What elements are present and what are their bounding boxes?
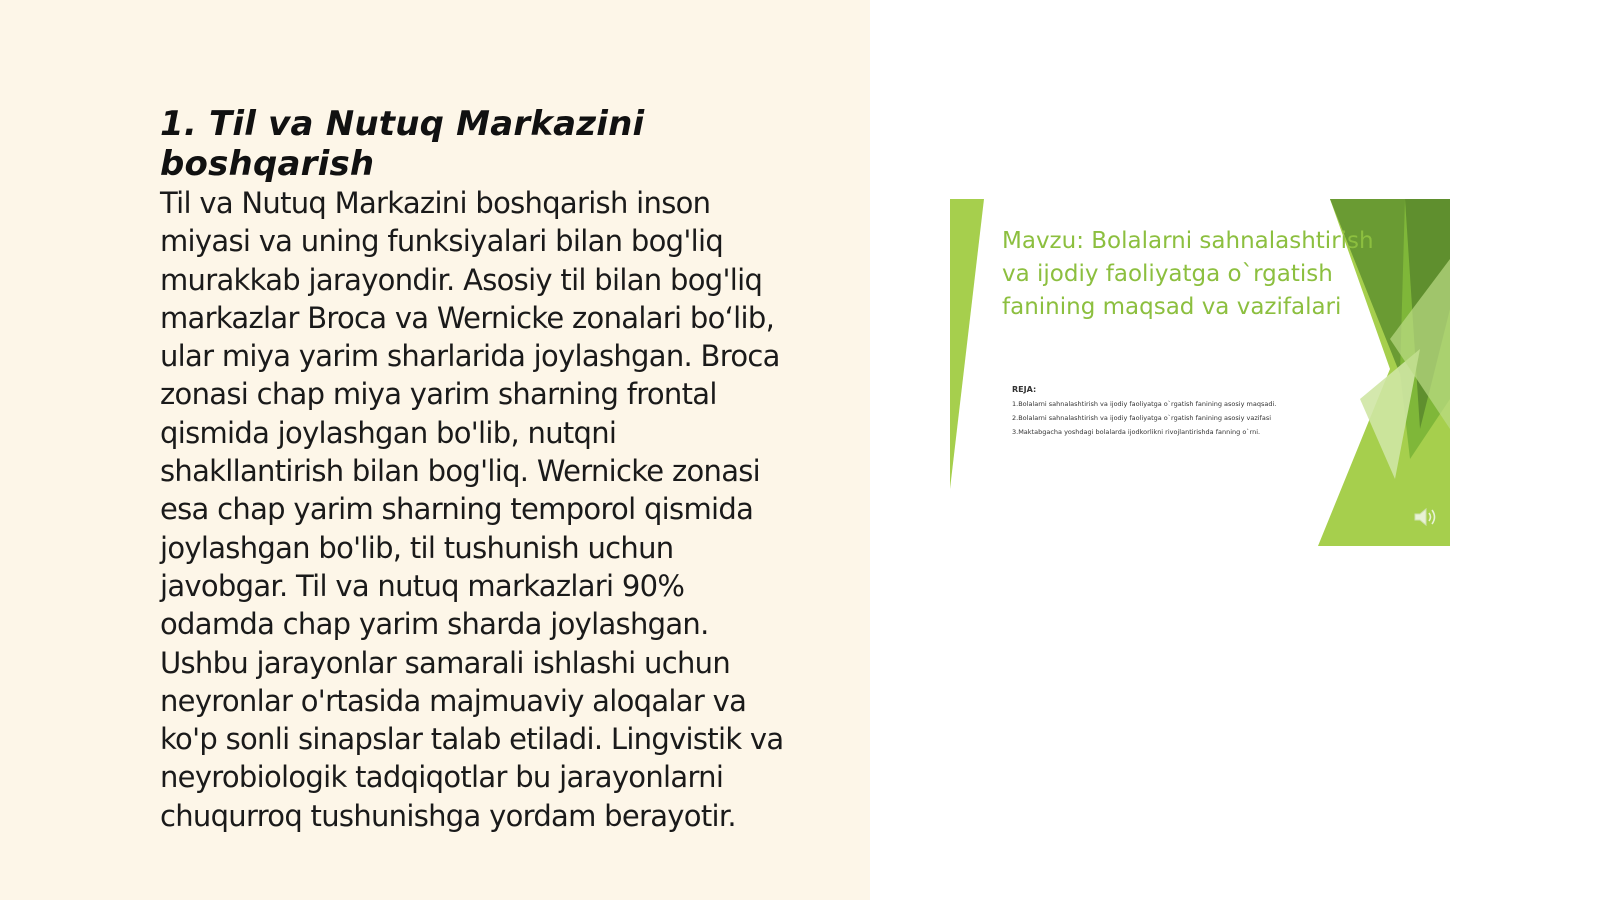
plan-item: 1.Bolalarni sahnalashtirish va ijodiy faoliyatga o`rgatish fanining asosiy maqsadi. [1012, 400, 1277, 408]
plan-heading: REJA: [1012, 385, 1037, 394]
plan-item: 3.Maktabgacha yoshdagi bolalarda ijodkorlikni rivojlantirishda fanning o`rni. [1012, 428, 1261, 436]
embedded-slide-plan [1012, 385, 1312, 442]
speaker-icon[interactable] [1412, 505, 1440, 529]
body-line: miyasi va uning funksiyalari bilan bog'liq [160, 224, 724, 259]
embedded-slide-title [1002, 225, 1432, 324]
body-line: qismida joylashgan bo'lib, nutqni [160, 415, 617, 450]
body-line: markazlar Broca va Wernicke zonalari bo‘lib, [160, 300, 775, 335]
slide-title: 1. Til va Nutuq Markazini boshqarish [160, 104, 645, 184]
body-line: Til va Nutuq Markazini boshqarish inson [160, 186, 711, 220]
body-line: zonasi chap miya yarim sharning frontal [160, 377, 717, 412]
embedded-title-line: fanining maqsad va vazifalari [1002, 294, 1342, 320]
plan-item: 2.Bolalarni sahnalashtirish va ijodiy faoliyatga o`rgatish fanining asosiy vazifasi [1012, 414, 1272, 422]
slide-body-text [160, 184, 840, 835]
body-line: neyrobiologik tadqiqotlar bu jarayonlarni [160, 760, 724, 795]
body-line: Ushbu jarayonlar samarali ishlashi uchun [160, 645, 731, 680]
body-line: odamda chap yarim sharda joylashgan. [160, 607, 709, 642]
left-green-strip [950, 199, 984, 489]
embedded-title-line: va ijodiy faoliyatga o`rgatish [1002, 261, 1333, 287]
body-line: shakllantirish bilan bog'liq. Wernicke zonasi [160, 454, 761, 489]
body-line: murakkab jarayondir. Asosiy til bilan bog'liq [160, 262, 763, 297]
body-line: ko'p sonli sinapslar talab etiladi. Lingvistik va [160, 722, 784, 757]
body-line: ular miya yarim sharlarida joylashgan. Broca [160, 339, 780, 374]
embedded-title-line: Mavzu: Bolalarni sahnalashtirish [1002, 228, 1374, 254]
body-line: neyronlar o'rtasida majmuaviy aloqalar va [160, 683, 747, 718]
body-line: javobgar. Til va nutuq markazlari 90% [160, 568, 685, 603]
body-line: joylashgan bo'lib, til tushunish uchun [160, 530, 674, 565]
body-line: chuqurroq tushunishga yordam berayotir. [160, 798, 736, 833]
embedded-slide-image [950, 199, 1450, 546]
body-line: esa chap yarim sharning temporol qismida [160, 492, 754, 527]
